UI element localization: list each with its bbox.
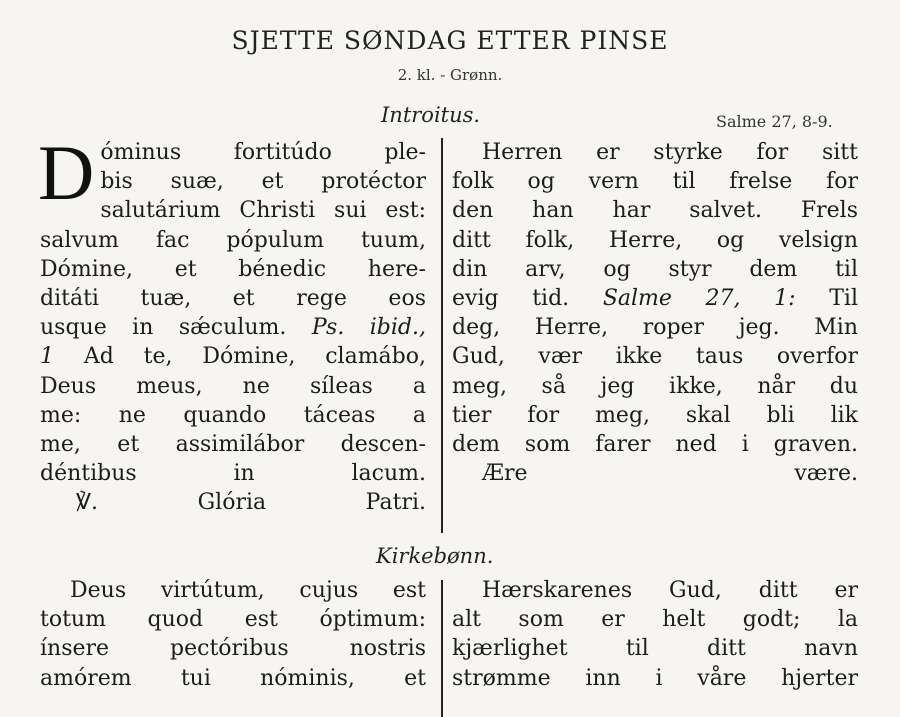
norwegian-line: Herren er styrke for sitt (482, 140, 858, 165)
page-subtitle: 2. kl. - Grønn. (397, 66, 503, 84)
verse-number: 1 (40, 344, 54, 370)
latin-line-text: Ad te, Dómine, clamábo, (83, 344, 426, 370)
norwegian-line: folk og vern til frelse for (452, 169, 858, 195)
column-divider (441, 138, 443, 533)
norwegian-line: din arv, og styr dem til (452, 256, 858, 282)
latin-line: salutárium Christi sui est: (100, 198, 426, 224)
norwegian-line: tier for meg, skal bli lik (452, 402, 858, 428)
kirkebonn-latin-column (40, 576, 426, 693)
norwegian-line: Hærskarenes Gud, ditt er (482, 578, 858, 603)
latin-line (40, 342, 426, 371)
norwegian-line-text: Til (829, 286, 858, 312)
column-divider (441, 580, 443, 717)
introitus-reference: Salme 27, 8-9. (716, 112, 833, 131)
latin-line: Deus meus, ne síleas a (40, 373, 426, 399)
latin-line: ℣. Glória Patri. (76, 490, 426, 516)
introitus-heading: Introitus. (381, 103, 481, 127)
latin-line: Deus virtútum, cujus est (70, 578, 426, 603)
introitus-latin-column (38, 129, 426, 518)
latin-line: me, et assimilábor descen- (40, 432, 426, 458)
norwegian-line: dem som farer ned i graven. (452, 432, 858, 458)
norwegian-line (452, 284, 858, 313)
norwegian-line: ditt folk, Herre, og velsign (452, 227, 858, 253)
norwegian-line: meg, så jeg ikke, når du (452, 373, 858, 399)
latin-line-text: usque in sǽculum. (40, 315, 287, 341)
drop-capital: D (38, 129, 95, 216)
latin-line: bis suæ, et protéctor (100, 169, 426, 195)
introitus-norwegian-column (452, 138, 858, 488)
psalm-reference: Ps. ibid., (311, 315, 426, 341)
norwegian-line: alt som er helt godt; la (452, 607, 858, 633)
latin-line: ditáti tuæ, et rege eos (40, 286, 426, 312)
norwegian-line: den han har salvet. Frels (452, 198, 858, 224)
kirkebonn-norwegian-column (452, 576, 858, 693)
kirkebonn-heading: Kirkebønn. (376, 544, 494, 568)
latin-line: salvum fac pópulum tuum, (40, 227, 426, 253)
norwegian-line: kjærlighet til ditt navn (452, 636, 858, 662)
latin-line: déntibus in lacum. (40, 461, 426, 487)
latin-line (40, 313, 426, 342)
latin-line: totum quod est óptimum: (40, 607, 426, 633)
norwegian-line: deg, Herre, roper jeg. Min (452, 315, 858, 341)
latin-line: Dómine, et bénedic here- (40, 256, 426, 282)
latin-line: amórem tui nóminis, et (40, 665, 426, 691)
norwegian-line: Ære være. (482, 461, 858, 487)
norwegian-line-text: evig tid. (452, 286, 570, 312)
page-title: SJETTE SØNDAG ETTER PINSE (231, 26, 669, 55)
latin-line: ínsere pectóribus nostris (40, 636, 426, 662)
norwegian-line: strømme inn i våre hjerter (452, 665, 858, 691)
latin-line: óminus fortitúdo ple- (100, 140, 426, 165)
norwegian-line: Gud, vær ikke taus overfor (452, 344, 858, 370)
latin-line: me: ne quando táceas a (40, 402, 426, 428)
psalm-reference: Salme 27, 1: (602, 286, 796, 312)
